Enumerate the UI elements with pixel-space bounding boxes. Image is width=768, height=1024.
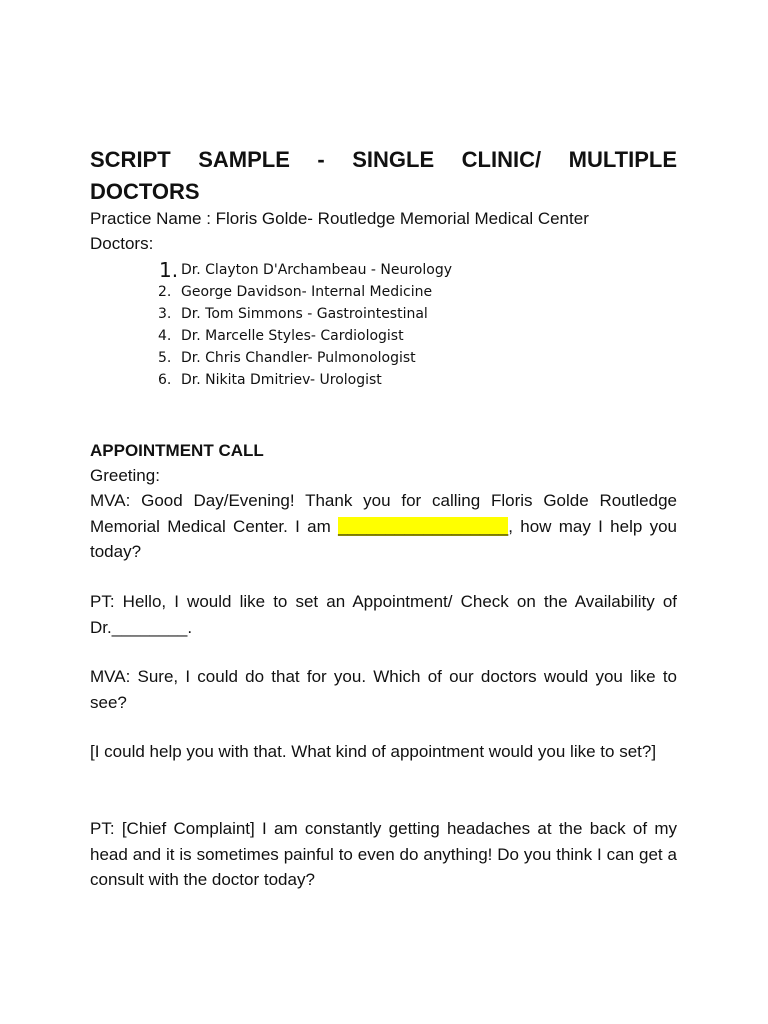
doctors-list: [150, 259, 550, 391]
doctors-label: Doctors:: [90, 234, 154, 253]
document-title: SCRIPT SAMPLE - SINGLE CLINIC/ MULTIPLE: [90, 147, 677, 172]
mva-greeting-text: MVA: Good Day/Evening! Thank you for calling Floris Golde Routledge Memorial Medical Center. I am: [90, 491, 677, 536]
list-number: 3.: [158, 306, 172, 322]
list-item: [150, 281, 550, 303]
document-title-continued: DOCTORS: [90, 179, 200, 204]
list-item: [150, 303, 550, 325]
list-item: [150, 259, 550, 281]
doctor-name: George Davidson- Internal Medicine: [181, 284, 433, 300]
appointment-call-heading: APPOINTMENT CALL: [90, 441, 264, 460]
list-number: 6.: [158, 372, 172, 388]
doctor-name: Dr. Chris Chandler- Pulmonologist: [181, 350, 416, 366]
greeting-label: Greeting:: [90, 466, 160, 485]
doctor-name: Dr. Tom Simmons - Gastrointestinal: [181, 306, 428, 322]
doctor-name: Dr. Marcelle Styles- Cardiologist: [181, 328, 404, 344]
alternate-response-paragraph: [I could help you with that. What kind of appointment would you like to set?]: [90, 742, 657, 761]
chief-complaint-paragraph: PT: [Chief Complaint] I am constantly getting headaches at the back of my head and it is sometimes painful to even do anything! Do you think I can get a consult with the doctor today?: [90, 819, 677, 889]
mva-response-paragraph: MVA: Sure, I could do that for you. Which of our doctors would you like to see?: [90, 667, 677, 712]
doctor-name: Dr. Clayton D'Archambeau - Neurology: [181, 262, 453, 278]
mva-greeting-paragraph: [90, 488, 677, 565]
list-number: 4.: [158, 328, 172, 344]
list-number: 2.: [158, 284, 172, 300]
list-item: [150, 369, 550, 391]
mva-greeting-text-end: , how may I help you today?: [90, 516, 677, 561]
list-item: [150, 347, 550, 369]
doctor-name: Dr. Nikita Dmitriev- Urologist: [181, 372, 382, 388]
highlighted-name-blank: __________________: [338, 516, 509, 536]
list-item: [150, 325, 550, 347]
list-number: 5.: [158, 350, 172, 366]
list-number: 1.: [159, 258, 179, 282]
practice-name-line: Practice Name : Floris Golde- Routledge Memorial Medical Center: [90, 209, 589, 228]
patient-request-paragraph: PT: Hello, I would like to set an Appointment/ Check on the Availability of Dr.________.: [90, 592, 677, 637]
